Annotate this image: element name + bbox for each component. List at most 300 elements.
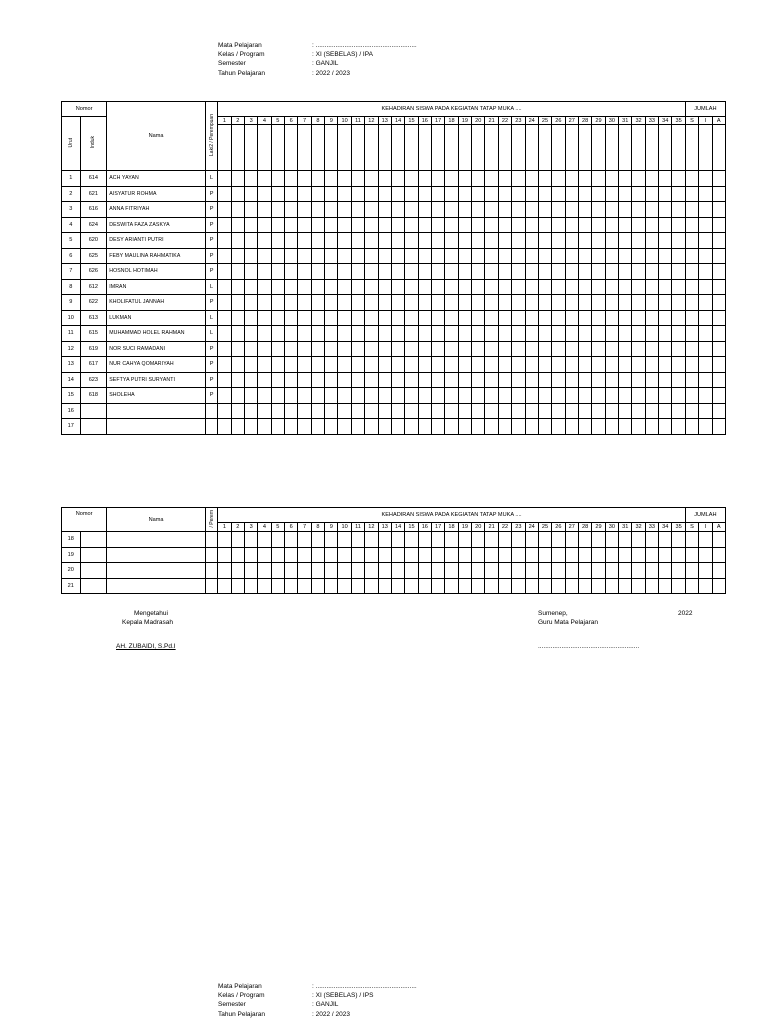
attendance-cell (619, 372, 632, 388)
attendance-cell (699, 310, 712, 326)
attendance-cell (365, 403, 378, 419)
day-number-header: 21 (485, 523, 498, 532)
attendance-cell (538, 295, 551, 311)
attendance-cell (458, 547, 471, 563)
attendance-cell (538, 532, 551, 548)
attendance-cell (218, 388, 231, 404)
attendance-cell (391, 171, 404, 187)
attendance-cell (418, 264, 431, 280)
day-number-header: 23 (512, 523, 525, 532)
attendance-cell (431, 357, 444, 373)
attendance-cell (325, 403, 338, 419)
attendance-cell (311, 248, 324, 264)
attendance-cell (632, 372, 645, 388)
attendance-cell (325, 357, 338, 373)
student-name: SEFTYA PUTRI SURYANTI (107, 372, 206, 388)
attendance-cell (351, 233, 364, 249)
student-name: NOR SUCI RAMADANI (107, 341, 206, 357)
attendance-cell (298, 419, 311, 435)
attendance-cell (218, 186, 231, 202)
attendance-cell (351, 388, 364, 404)
attendance-cell (525, 326, 538, 342)
attendance-cell (445, 248, 458, 264)
attendance-cell (391, 326, 404, 342)
attendance-cell (685, 403, 698, 419)
attendance-cell (431, 202, 444, 218)
day-number-header: 13 (378, 523, 391, 532)
attendance-cell (244, 403, 257, 419)
attendance-cell (418, 372, 431, 388)
attendance-cell (445, 295, 458, 311)
attendance-cell (472, 202, 485, 218)
attendance-cell (552, 372, 565, 388)
attendance-cell (271, 372, 284, 388)
attendance-cell (244, 186, 257, 202)
attendance-cell (712, 279, 725, 295)
attendance-cell (218, 233, 231, 249)
day-header-blank (578, 125, 591, 171)
day-number-header: 28 (578, 523, 591, 532)
day-number-header: 25 (538, 523, 551, 532)
attendance-cell (405, 563, 418, 579)
attendance-cell (472, 388, 485, 404)
teacher-name-line: ........................................................ (538, 643, 640, 650)
attendance-cell (645, 264, 658, 280)
day-header-blank (699, 125, 712, 171)
attendance-cell (632, 419, 645, 435)
attendance-cell (338, 357, 351, 373)
attendance-cell (391, 578, 404, 594)
attendance-cell (565, 217, 578, 233)
attendance-cell (645, 248, 658, 264)
day-header-blank (659, 125, 672, 171)
attendance-cell (418, 171, 431, 187)
attendance-cell (685, 264, 698, 280)
attendance-cell (672, 295, 685, 311)
day-number-header: 4 (258, 117, 271, 125)
day-number-header: 7 (298, 117, 311, 125)
attendance-cell (378, 295, 391, 311)
row-number: 17 (62, 419, 81, 435)
attendance-cell (218, 279, 231, 295)
attendance-cell (311, 186, 324, 202)
attendance-cell (298, 264, 311, 280)
attendance-cell (325, 295, 338, 311)
attendance-cell (378, 217, 391, 233)
attendance-cell (672, 357, 685, 373)
day-number-header: 27 (565, 523, 578, 532)
attendance-cell (271, 279, 284, 295)
attendance-cell (659, 357, 672, 373)
attendance-cell (672, 403, 685, 419)
sia-header: A (712, 523, 725, 532)
row-number: 5 (62, 233, 81, 249)
attendance-cell (699, 341, 712, 357)
attendance-cell (565, 279, 578, 295)
attendance-cell (298, 403, 311, 419)
attendance-cell (445, 264, 458, 280)
attendance-cell (592, 547, 605, 563)
attendance-cell (578, 202, 591, 218)
attendance-cell (458, 372, 471, 388)
attendance-cell (498, 217, 511, 233)
induk-number: 613 (80, 310, 107, 326)
attendance-cell (498, 202, 511, 218)
attendance-cell (592, 388, 605, 404)
attendance-cell (699, 532, 712, 548)
attendance-cell (712, 171, 725, 187)
day-header-blank (672, 125, 685, 171)
attendance-cell (472, 248, 485, 264)
attendance-cell (271, 563, 284, 579)
attendance-cell (645, 532, 658, 548)
attendance-cell (458, 171, 471, 187)
attendance-cell (285, 202, 298, 218)
attendance-cell (365, 186, 378, 202)
attendance-cell (685, 279, 698, 295)
attendance-cell (311, 233, 324, 249)
attendance-cell (338, 202, 351, 218)
attendance-cell (231, 279, 244, 295)
attendance-cell (672, 233, 685, 249)
attendance-cell (645, 233, 658, 249)
attendance-cell (672, 388, 685, 404)
attendance-cell (578, 419, 591, 435)
attendance-cell (565, 547, 578, 563)
attendance-cell (271, 388, 284, 404)
attendance-cell (485, 532, 498, 548)
subject-row: Mata Pelajaran : ........................................................ (218, 42, 417, 49)
semester-row: Semester : GANJIL (218, 60, 339, 68)
attendance-cell (512, 403, 525, 419)
attendance-cell (538, 326, 551, 342)
attendance-cell (391, 186, 404, 202)
induk-number: 620 (80, 233, 107, 249)
attendance-cell (525, 264, 538, 280)
attendance-cell (685, 578, 698, 594)
attendance-cell (578, 186, 591, 202)
attendance-cell (512, 295, 525, 311)
attendance-cell (405, 279, 418, 295)
attendance-cell (565, 357, 578, 373)
attendance-cell (298, 248, 311, 264)
attendance-cell (578, 233, 591, 249)
attendance-cell (538, 171, 551, 187)
row-number: 18 (62, 532, 81, 548)
attendance-cell (431, 419, 444, 435)
attendance-cell (378, 186, 391, 202)
attendance-cell (378, 388, 391, 404)
attendance-cell (218, 295, 231, 311)
day-header-blank (418, 125, 431, 171)
attendance-cell (645, 171, 658, 187)
attendance-cell (712, 388, 725, 404)
attendance-cell (699, 547, 712, 563)
attendance-cell (485, 217, 498, 233)
attendance-cell (325, 171, 338, 187)
attendance-cell (338, 419, 351, 435)
attendance-cell (632, 202, 645, 218)
attendance-cell (565, 372, 578, 388)
attendance-cell (525, 341, 538, 357)
attendance-cell (525, 563, 538, 579)
attendance-cell (231, 264, 244, 280)
day-number-header: 5 (271, 523, 284, 532)
nomor-header-2: Nomor (62, 508, 107, 532)
attendance-cell (338, 563, 351, 579)
attendance-cell (712, 357, 725, 373)
attendance-cell (712, 372, 725, 388)
attendance-cell (298, 372, 311, 388)
day-number-header: 31 (619, 117, 632, 125)
attendance-cell (712, 310, 725, 326)
attendance-cell (512, 357, 525, 373)
induk-number: 618 (80, 388, 107, 404)
attendance-cell (712, 248, 725, 264)
attendance-cell (298, 388, 311, 404)
attendance-cell (271, 248, 284, 264)
attendance-cell (378, 578, 391, 594)
attendance-cell (672, 171, 685, 187)
attendance-cell (578, 372, 591, 388)
attendance-cell (565, 295, 578, 311)
attendance-cell (231, 547, 244, 563)
attendance-cell (685, 388, 698, 404)
day-number-header: 22 (498, 523, 511, 532)
attendance-cell (538, 217, 551, 233)
attendance-cell (298, 547, 311, 563)
attendance-cell (405, 295, 418, 311)
attendance-cell (552, 419, 565, 435)
attendance-cell (391, 357, 404, 373)
attendance-cell (485, 264, 498, 280)
attendance-cell (231, 186, 244, 202)
attendance-cell (418, 186, 431, 202)
attendance-cell (445, 186, 458, 202)
induk-number (80, 563, 107, 579)
attendance-cell (485, 186, 498, 202)
attendance-cell (405, 388, 418, 404)
attendance-cell (512, 310, 525, 326)
day-number-header: 24 (525, 523, 538, 532)
attendance-cell (325, 419, 338, 435)
attendance-cell (458, 295, 471, 311)
attendance-cell (311, 578, 324, 594)
attendance-cell (619, 388, 632, 404)
attendance-cell (285, 372, 298, 388)
attendance-cell (405, 419, 418, 435)
day-number-header: 7 (298, 523, 311, 532)
attendance-cell (298, 279, 311, 295)
attendance-cell (338, 372, 351, 388)
attendance-cell (538, 357, 551, 373)
attendance-cell (578, 326, 591, 342)
attendance-cell (244, 547, 257, 563)
attendance-cell (485, 171, 498, 187)
attendance-cell (619, 578, 632, 594)
row-number: 10 (62, 310, 81, 326)
attendance-cell (512, 326, 525, 342)
attendance-cell (285, 563, 298, 579)
attendance-cell (619, 248, 632, 264)
attendance-cell (645, 403, 658, 419)
attendance-cell (378, 310, 391, 326)
table-row (62, 341, 726, 357)
attendance-cell (645, 341, 658, 357)
attendance-cell (592, 171, 605, 187)
nama-header-2: Nama (107, 508, 206, 532)
row-number: 1 (62, 171, 81, 187)
attendance-cell (512, 264, 525, 280)
day-header-blank (632, 125, 645, 171)
attendance-cell (659, 563, 672, 579)
attendance-cell (498, 388, 511, 404)
attendance-cell (659, 264, 672, 280)
attendance-cell (619, 295, 632, 311)
attendance-cell (418, 341, 431, 357)
attendance-cell (325, 310, 338, 326)
attendance-cell (512, 341, 525, 357)
attendance-cell (378, 326, 391, 342)
attendance-cell (485, 578, 498, 594)
attendance-cell (365, 341, 378, 357)
attendance-cell (271, 171, 284, 187)
attendance-cell (258, 264, 271, 280)
attendance-cell (351, 186, 364, 202)
attendance-cell (512, 202, 525, 218)
attendance-cell (285, 186, 298, 202)
attendance-cell (699, 372, 712, 388)
attendance-cell (244, 326, 257, 342)
attendance-cell (605, 563, 618, 579)
attendance-cell (619, 279, 632, 295)
attendance-cell (538, 186, 551, 202)
attendance-cell (485, 419, 498, 435)
attendance-cell (258, 295, 271, 311)
attendance-cell (458, 578, 471, 594)
gender-cell: L (205, 171, 217, 187)
attendance-cell (605, 264, 618, 280)
attendance-cell (418, 547, 431, 563)
attendance-cell (592, 372, 605, 388)
attendance-cell (605, 295, 618, 311)
attendance-cell (445, 341, 458, 357)
table-row (62, 186, 726, 202)
day-number-header: 8 (311, 117, 324, 125)
induk-number: 615 (80, 326, 107, 342)
attendance-cell (632, 547, 645, 563)
day-number-header: 9 (325, 117, 338, 125)
attendance-cell (244, 563, 257, 579)
attendance-cell (231, 248, 244, 264)
day-header-blank (605, 125, 618, 171)
attendance-cell (244, 217, 257, 233)
attendance-cell (351, 532, 364, 548)
attendance-cell (405, 403, 418, 419)
attendance-cell (645, 202, 658, 218)
day-number-header: 16 (418, 523, 431, 532)
kehadiran-header-2: KEHADIRAN SISWA PADA KEGIATAN TATAP MUKA .... (218, 508, 686, 523)
attendance-cell (285, 532, 298, 548)
attendance-cell (391, 563, 404, 579)
attendance-cell (525, 295, 538, 311)
attendance-cell (445, 547, 458, 563)
attendance-cell (645, 217, 658, 233)
attendance-cell (565, 419, 578, 435)
attendance-table-1 (61, 101, 726, 435)
attendance-cell (512, 171, 525, 187)
day-number-header: 3 (244, 117, 257, 125)
attendance-cell (445, 310, 458, 326)
attendance-cell (485, 563, 498, 579)
attendance-cell (271, 186, 284, 202)
attendance-cell (632, 233, 645, 249)
attendance-cell (431, 341, 444, 357)
nama-header: Nama (107, 102, 206, 171)
attendance-cell (619, 217, 632, 233)
day-header-blank (351, 125, 364, 171)
class-info-header-2 (218, 982, 417, 1019)
attendance-cell (632, 279, 645, 295)
attendance-cell (431, 326, 444, 342)
student-name: FEBY MAULINA RAHMATIKA (107, 248, 206, 264)
attendance-cell (565, 341, 578, 357)
attendance-cell (472, 547, 485, 563)
attendance-cell (645, 419, 658, 435)
attendance-cell (351, 171, 364, 187)
attendance-cell (632, 171, 645, 187)
attendance-cell (512, 248, 525, 264)
gender-cell: P (205, 341, 217, 357)
attendance-cell (445, 171, 458, 187)
attendance-cell (351, 419, 364, 435)
attendance-cell (378, 563, 391, 579)
attendance-cell (244, 578, 257, 594)
day-number-header: 25 (538, 117, 551, 125)
attendance-cell (431, 186, 444, 202)
day-number-header: 4 (258, 523, 271, 532)
attendance-cell (338, 326, 351, 342)
attendance-cell (552, 310, 565, 326)
attendance-cell (699, 388, 712, 404)
attendance-cell (391, 388, 404, 404)
attendance-cell (632, 310, 645, 326)
attendance-cell (391, 341, 404, 357)
attendance-cell (552, 248, 565, 264)
attendance-cell (699, 171, 712, 187)
attendance-cell (244, 233, 257, 249)
attendance-cell (672, 248, 685, 264)
attendance-cell (351, 403, 364, 419)
day-header-blank (552, 125, 565, 171)
attendance-cell (285, 403, 298, 419)
attendance-cell (218, 202, 231, 218)
attendance-cell (218, 563, 231, 579)
attendance-cell (512, 279, 525, 295)
attendance-cell (605, 202, 618, 218)
attendance-cell (538, 563, 551, 579)
attendance-cell (712, 532, 725, 548)
attendance-cell (525, 233, 538, 249)
attendance-cell (632, 357, 645, 373)
attendance-cell (685, 233, 698, 249)
table-row (62, 419, 726, 435)
attendance-cell (645, 326, 658, 342)
attendance-cell (351, 310, 364, 326)
attendance-cell (619, 563, 632, 579)
induk-number (80, 419, 107, 435)
day-header-blank (619, 125, 632, 171)
